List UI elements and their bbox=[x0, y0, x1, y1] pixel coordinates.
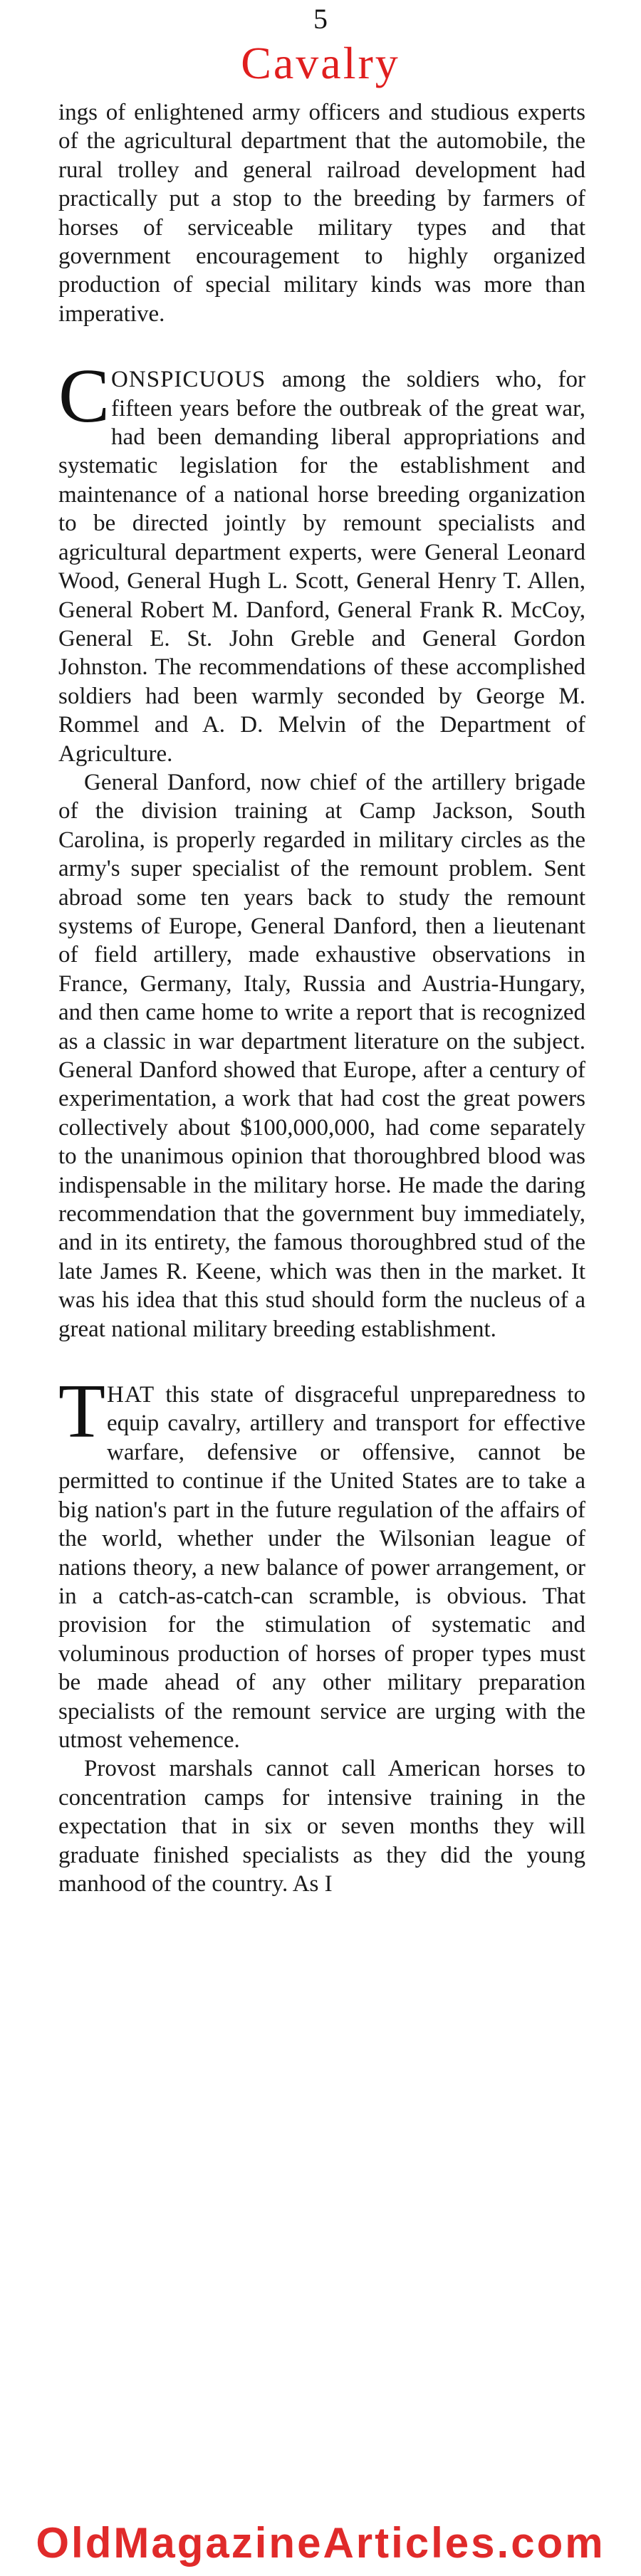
paragraph-5: Provost marshals cannot call American horses to concentration camps for intensive training in the expectation that in six or seven months they will graduate finished specialists as they did the young manhood of the country. As I bbox=[58, 1756, 585, 1897]
paragraph-2-text: among the soldiers who, for fifteen years before the outbreak of the great war, had been demanding liberal appropriations and systematic legislation for the establishment and maintenance of a national horse breeding organization to be directed jointly by remount specialists and agricultural department experts, were General Leonard Wood, General Hugh L. Scott, General Henry T. Allen, General Robert M. Danford, General Frank R. McCoy, General E. St. John Greble and General Gordon Johnston. The recommendations of these accomplished soldiers had been warmly seconded by George M. Rommel and A. D. Melvin of the Department of Agriculture. bbox=[58, 367, 585, 767]
drop-cap-c: C bbox=[58, 354, 110, 439]
paragraph-3: General Danford, now chief of the artillery brigade of the division training at Camp Jackson, South Carolina, is properly regarded in military circles as the army's super specialist of the remount problem. Sent abroad some ten years back to study the remount systems of Europe, General Danford, then a lieutenant of field artillery, made exhaustive observations in France, Germany, Italy, Russia and Austria-Hungary, and then came home to write a report that is recognized as a classic in war department literature on the subject. General Danford showed that Europe, after a century of experimentation, a work that had cost the great powers collectively about $100,000,000, had come separately to the unanimous opinion that thoroughbred blood was indispensable in the military horse. He made the daring recommendation that the government buy immediately, and in its entirety, the famous thoroughbred stud of the late James R. Keene, which was then in the market. It was his idea that this stud should form the nucleus of a great national military breeding establishment. bbox=[58, 769, 585, 1342]
paragraph-1: ings of enlightened army officers and studious experts of the agricultural department that the automobile, the rural trolley and general railroad development had practically put a stop to the breeding by farmers of horses of serviceable military types and that government encouragement to highly organized production of special military kinds was more than imperative. bbox=[58, 100, 585, 327]
drop-cap-t: T bbox=[58, 1369, 105, 1455]
site-watermark: OldMagazineArticles.com bbox=[36, 2519, 605, 2567]
paragraph-2-lead: ONSPICUOUS bbox=[111, 367, 266, 393]
article-body bbox=[58, 98, 585, 1898]
paragraph-4 bbox=[58, 1369, 585, 1754]
paragraph-2 bbox=[58, 354, 585, 768]
page-number: 5 bbox=[313, 3, 328, 35]
paragraph-4-text: this state of disgraceful unpreparedness to equip cavalry, artillery and transport for effective warfare, defensive or offensive, cannot be permitted to continue if the United States are to take a big nation's part in the future regulation of the affairs of the world, whether under the Wilsonian league of nations theory, a new balance of power arrangement, or in a catch-as-catch-can scramble, is obvious. That provision for the stimulation of systematic and voluminous production of horses of proper types must be made ahead of any other military preparation specialists of the remount service are urging with the utmost vehemence. bbox=[58, 1382, 585, 1753]
section-title: Cavalry bbox=[241, 38, 400, 88]
paragraph-4-lead: HAT bbox=[106, 1382, 155, 1408]
